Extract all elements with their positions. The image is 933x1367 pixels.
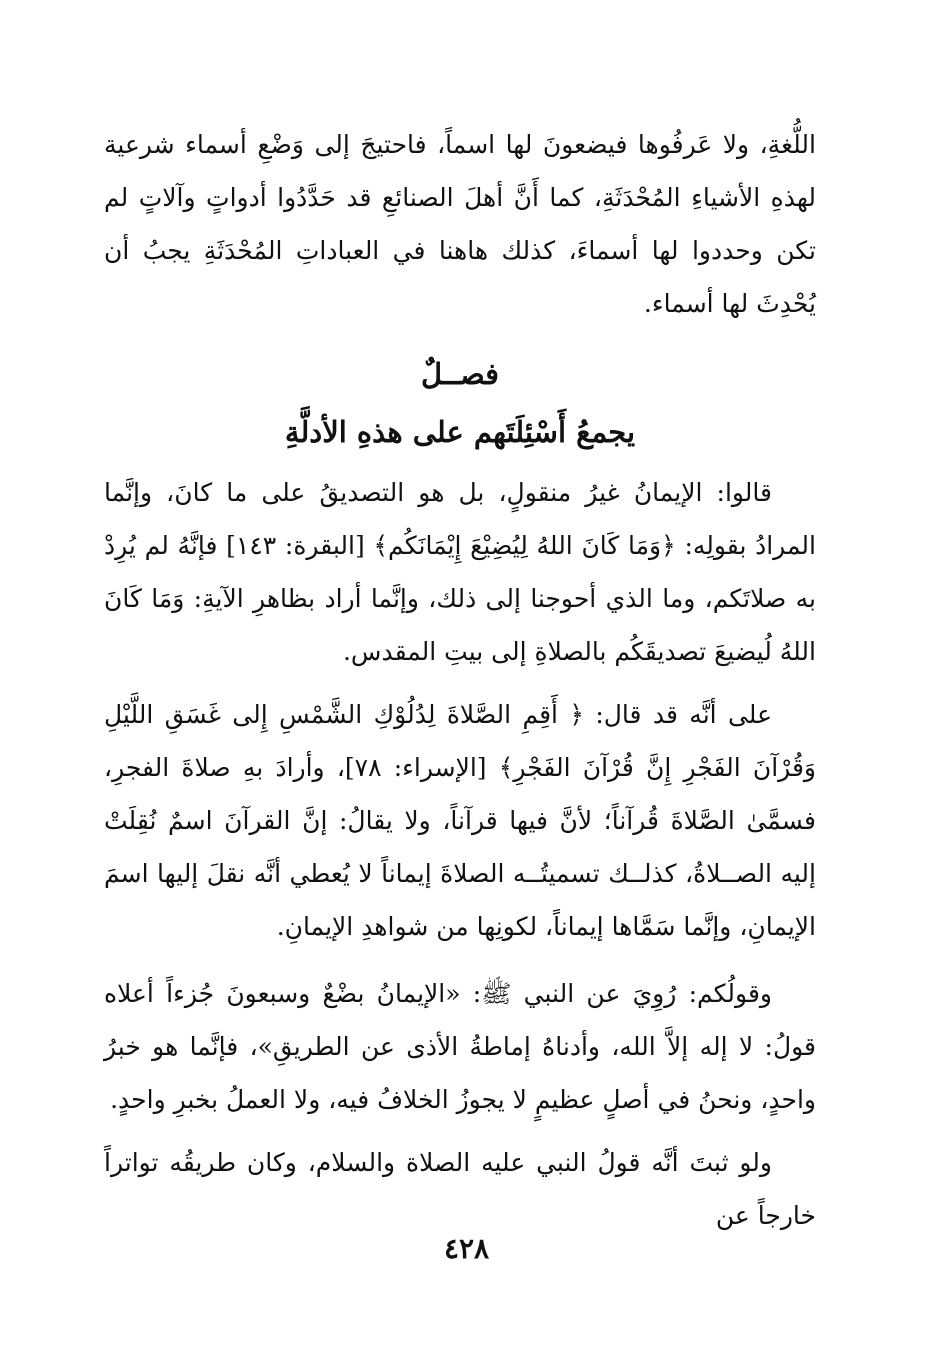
paragraph-spacer [104,953,816,967]
body-paragraph-1: قالوا: الإيمانُ غيرُ منقولٍ، بل هو التصديقُ على ما كانَ، وإنَّما المرادُ بقولِه: ﴿وَمَا كَانَ اللهُ لِيُضِيْعَ إِيْمَانَكُم﴾ [البقرة: ١٤٣] فإنَّهُ لم يُرِدْ به صلاتَكم، وما الذي أحوجنا إلى ذلك، وإنَّما أراد بظاهرِ الآيةِ: وَمَا كَانَ اللهُ لُيضيعَ تصديقَكُم بالصلاةِ إلى بيتِ المقدس. [104,478,816,666]
section-heading: فصــلٌ [421,357,499,391]
body-paragraph-3: وقولُكم: رُوِيَ عن النبي ﷺ: «الإيمانُ بضْعٌ وسبعونَ جُزءاً أعلاه قولُ: لا إله إلاَّ الله، وأدناهُ إماطةُ الأذى عن الطريقِ»، فإنَّما هو خبرُ واحدٍ، ونحنُ في أصلٍ عظيمٍ لا يجوزُ الخلافُ فيه، ولا العملُ بخبرِ واحدٍ. [104,979,816,1114]
paragraph-spacer [104,678,816,688]
paragraph-spacer [104,1126,816,1136]
body-paragraph-2: على أنَّه قد قال: ﴿ أَقِمِ الصَّلاةَ لِدُلُوْكِ الشَّمْسِ إِلى غَسَقِ اللَّيْلِ وَقُرْآنَ الفَجْرِ إِنَّ قُرْآنَ الفَجْرِ﴾ [الإسراء: ٧٨]، وأرادَ بهِ صلاةَ الفجرِ، فسمَّىٰ الصَّلاةَ قُرآناً؛ لأنَّ فيها قرآناً، ولا يقالُ: إنَّ القرآنَ اسمٌ نُقِلَتْ إليه الصــلاةُ، كذلــك تسميتُــه الصلاةَ إيماناً لا يُعطي أنَّه نقلَ إليها اسمَ الإيمانِ، وإنَّما سَمَّاها إيماناً، لكونِها من شواهدِ الإيمانِ. [104,700,817,941]
section-subheading: يجمعُ أَسْئِلَتَهم على هذهِ الأدلَّةِ [284,415,636,449]
intro-paragraph: اللُّغةِ، ولا عَرفُوها فيضعونَ لها اسماً، فاحتيجَ إلى وَضْعِ أسماء شرعية لهذهِ الأشياءِ المُحْدَثَةِ، كما أَنَّ أهلَ الصنائعِ قد حَدَّدُوا أدواتٍ وآلاتٍ لم تكن وحددوا لها أسماءَ، كذلك هاهنا في العباداتِ المُحْدَثَةِ يجبُ أن يُحْدِثَ لها أسماء. [104,130,816,318]
page-body [104,118,816,1242]
page-number: ٤٢٨ [443,1232,490,1265]
body-paragraph-4: ولو ثبتَ أنَّه قولُ النبي عليه الصلاة والسلام، وكان طريقُه تواتراً خارجاً عن [104,1148,816,1230]
